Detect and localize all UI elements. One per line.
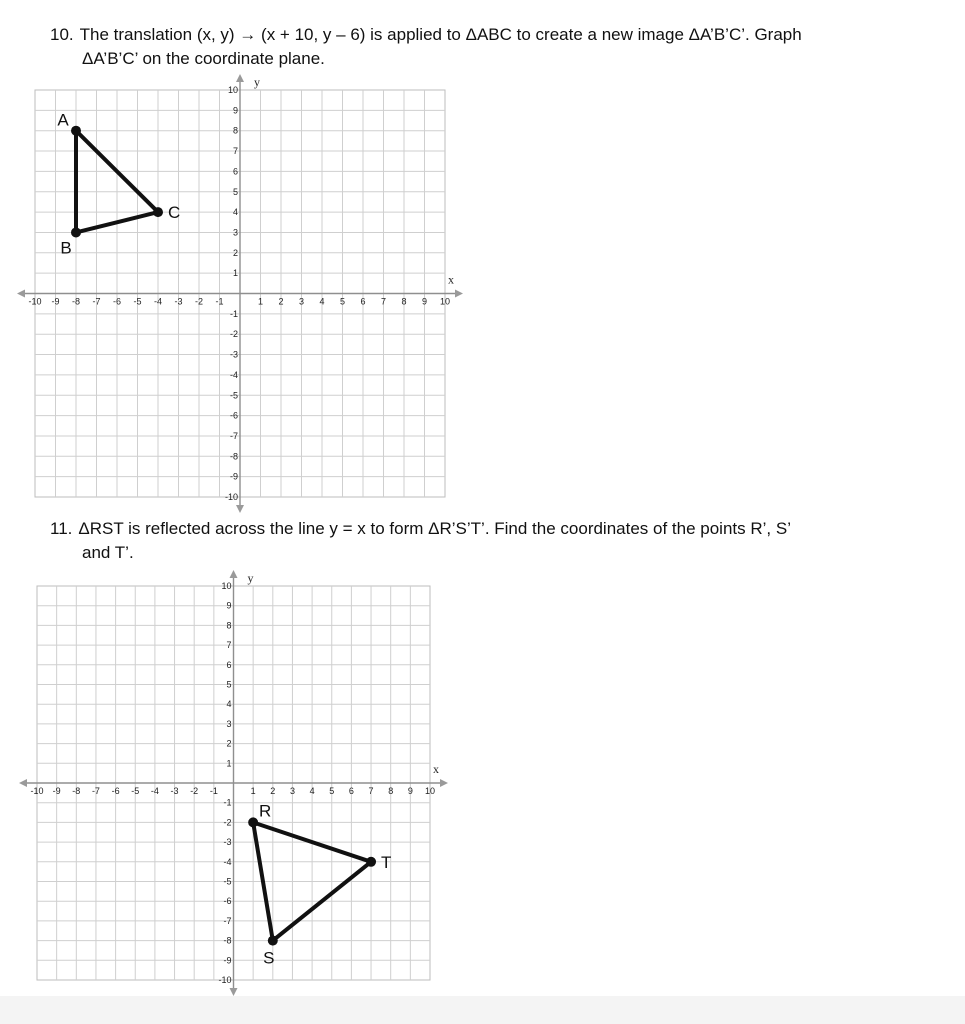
x-tick-label: -6 <box>112 296 122 307</box>
x-tick-label: 10 <box>424 786 436 796</box>
x-tick-label: -4 <box>153 296 163 307</box>
y-tick-label: -8 <box>223 935 232 946</box>
x-tick-label: 9 <box>407 786 413 796</box>
x-tick-label: 1 <box>257 296 264 307</box>
y-tick-label: 9 <box>226 600 232 611</box>
x-tick-label: 6 <box>360 296 366 307</box>
x-tick-label: -2 <box>190 786 199 796</box>
x-tick-label: -7 <box>91 786 100 796</box>
x-tick-label: 10 <box>439 296 451 307</box>
x-tick-label: -3 <box>174 296 183 307</box>
y-tick-label: -5 <box>229 390 238 401</box>
question-text-line2: ΔA’B’C’ on the coordinate plane. <box>82 49 325 68</box>
x-tick-label: -7 <box>92 296 101 307</box>
x-tick-label: 4 <box>319 296 325 307</box>
x-tick-label: 9 <box>421 296 428 307</box>
vertex-point-s <box>268 936 278 946</box>
y-tick-label: 10 <box>221 581 232 591</box>
x-tick-label: -2 <box>194 296 204 307</box>
x-axis-arrow-left <box>19 779 27 787</box>
x-tick-label: 7 <box>380 296 387 307</box>
x-tick-label: -1 <box>209 786 218 796</box>
x-tick-label: 3 <box>298 296 305 307</box>
y-axis-label: y <box>254 75 260 89</box>
y-axis-arrow-up <box>230 570 238 578</box>
y-tick-label: 8 <box>232 125 238 136</box>
x-tick-label: 5 <box>339 296 346 307</box>
y-tick-label: 7 <box>226 640 232 651</box>
y-tick-label: 1 <box>226 758 232 769</box>
y-tick-label: -1 <box>229 308 238 319</box>
question-text-line1: The translation (x, y) → (x + 10, y – 6) is applied to ΔABC to create a new image ΔA’B’C’. Graph <box>79 25 802 44</box>
x-tick-label: 2 <box>278 296 284 307</box>
x-tick-label: -8 <box>72 786 81 796</box>
x-tick-label: -10 <box>30 786 44 796</box>
x-tick-label: 2 <box>270 786 276 796</box>
x-axis-arrow-right <box>440 779 448 787</box>
x-tick-label: -9 <box>52 786 61 796</box>
x-tick-label: 4 <box>309 786 315 796</box>
x-tick-label: -4 <box>150 786 159 796</box>
y-tick-label: 6 <box>232 166 238 177</box>
x-tick-label: 3 <box>289 786 295 796</box>
y-tick-label: 5 <box>232 186 238 197</box>
y-tick-label: 4 <box>232 207 238 218</box>
y-tick-label: 7 <box>232 146 238 157</box>
x-tick-label: -6 <box>111 786 120 796</box>
y-tick-label: -6 <box>223 896 232 907</box>
y-tick-label: -6 <box>229 410 238 421</box>
y-tick-label: 3 <box>232 227 238 238</box>
y-tick-label: 2 <box>232 247 238 258</box>
x-tick-label: -9 <box>51 296 60 307</box>
y-tick-label: 9 <box>232 105 238 116</box>
y-tick-label: 6 <box>226 659 232 670</box>
x-tick-label: 1 <box>250 786 256 796</box>
x-tick-label: -8 <box>71 296 81 307</box>
x-axis-label: x <box>448 272 454 287</box>
question-number: 10. <box>50 25 74 44</box>
y-tick-label: 10 <box>227 85 238 95</box>
vertex-label-s: S <box>263 948 275 968</box>
y-tick-label: -9 <box>229 471 238 482</box>
question-text-line2: and T’. <box>82 543 134 562</box>
y-tick-label: -3 <box>229 349 238 360</box>
y-tick-label: -2 <box>223 817 232 828</box>
vertex-label-a: A <box>57 110 69 130</box>
x-tick-label: 8 <box>401 296 407 307</box>
vertex-label-c: C <box>168 203 181 223</box>
y-tick-label: -9 <box>223 955 232 966</box>
x-tick-label: 7 <box>368 786 374 796</box>
question-text-line1: ΔRST is reflected across the line y = x to form ΔR’S’T’. Find the coordinates of the points R’, S’ <box>78 519 791 538</box>
y-tick-label: 1 <box>232 268 238 279</box>
y-tick-label: 3 <box>226 718 232 729</box>
y-tick-label: -8 <box>229 451 238 462</box>
x-tick-label: 8 <box>388 786 394 796</box>
x-tick-label: -5 <box>133 296 142 307</box>
y-tick-label: 2 <box>226 738 232 749</box>
y-tick-label: -7 <box>223 915 232 926</box>
vertex-label-r: R <box>259 801 272 821</box>
x-tick-label: -10 <box>28 296 42 307</box>
y-axis-label: y <box>247 571 254 585</box>
y-tick-label: -7 <box>229 430 238 441</box>
x-tick-label: 5 <box>329 786 335 796</box>
vertex-point-t <box>366 857 376 867</box>
vertex-label-t: T <box>381 852 392 872</box>
page-footer-band <box>0 996 965 1024</box>
x-tick-label: -3 <box>170 786 179 796</box>
y-tick-label: -10 <box>224 492 238 502</box>
x-axis-label: x <box>433 762 439 776</box>
y-tick-label: -4 <box>223 856 232 867</box>
y-tick-label: -2 <box>229 329 238 340</box>
y-tick-label: 8 <box>226 620 232 631</box>
x-tick-label: -5 <box>131 786 140 796</box>
vertex-label-b: B <box>60 238 72 258</box>
y-tick-label: -1 <box>223 797 232 808</box>
y-tick-label: -3 <box>223 837 232 848</box>
vertex-point-r <box>248 817 258 827</box>
y-axis-arrow-down <box>230 988 238 996</box>
y-tick-label: -10 <box>218 975 232 985</box>
x-tick-label: -1 <box>215 296 224 307</box>
y-tick-label: 4 <box>226 699 232 710</box>
y-tick-label: 5 <box>226 679 232 690</box>
y-tick-label: -5 <box>223 876 232 887</box>
y-tick-label: -4 <box>229 369 238 380</box>
x-tick-label: 6 <box>348 786 354 796</box>
question-number: 11. <box>50 519 73 538</box>
